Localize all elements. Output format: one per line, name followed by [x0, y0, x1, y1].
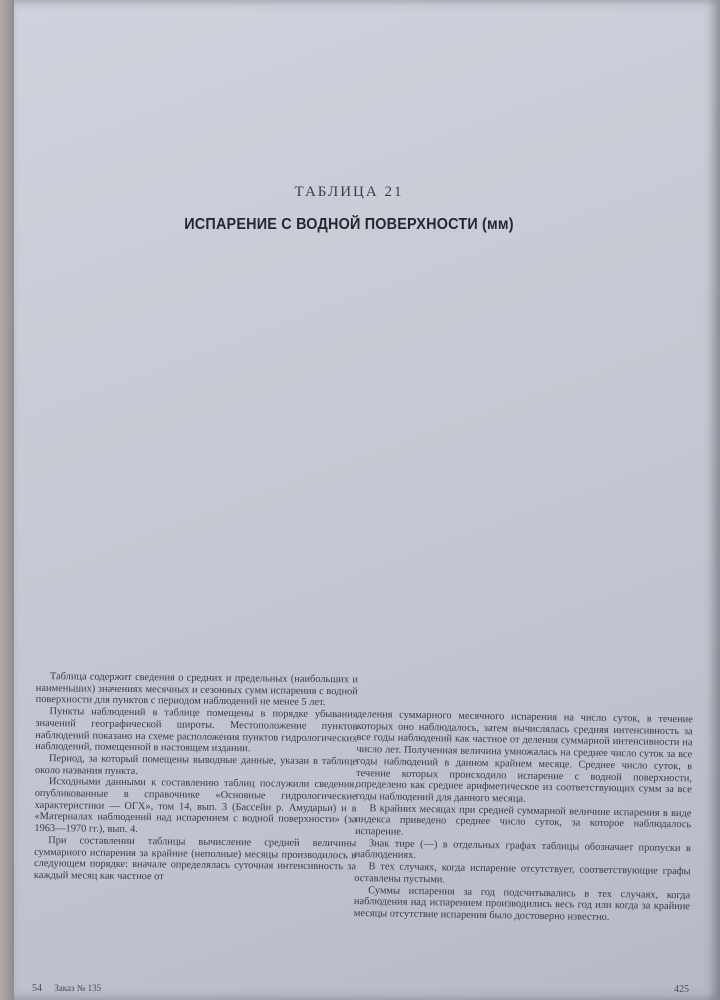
paragraph: Пункты наблюдений в таблице помещены в порядке убывания значений географической широты. Местоположение пунктов наблюдений показано на схеме расположения пунктов гидрологических наблюдений, помещенной в настоящем издании. [35, 706, 358, 755]
paragraph: Знак тире (—) в отдельных графах таблицы обозначает пропуски в наблюдениях. [354, 837, 691, 862]
paragraph: Суммы испарения за год подсчитывались в тех случаях, когда наблюдения над испарением производились весь год или когда за крайние месяцы отсутствие испарения было достоверно известно. [353, 884, 691, 923]
table-number: ТАБЛИЦА 21 [294, 184, 404, 200]
paragraph: Таблица содержит сведения о средних и предельных (наибольших и наименьших) значениях месячных и сезонных сумм испарения с водной поверхности для пунктов с периодом наблюдений не менее 5 лет. [35, 671, 358, 709]
paragraph: деления суммарного месячного испарения на число суток, в течение которых оно наблюдалось, затем вычислялась средняя интенсивность за все годы наблюдений как частное от деления суммарной интенсивности на число лет. Полученная величина умножалась на среднее число суток за все годы наблюдений в данном крайнем месяце. Среднее число суток, в течение которых происходило испарение с водной поверхности, определено как среднее арифметическое из соответствующих сумм за все годы наблюдений для данного месяца. [355, 709, 693, 805]
paragraph: Период, за который помещены выводные данные, указан в таблице около названия пункта. [34, 753, 358, 777]
text-column-left [34, 671, 358, 885]
document-page [14, 0, 720, 1000]
page-number: 425 [674, 984, 689, 995]
book-gutter [0, 0, 14, 1000]
paragraph: В крайних месяцах при средней суммарной величине испарения в виде индекса приведено среднее число суток, за которое наблюдалось испарение. [354, 802, 692, 838]
printer-signature [32, 983, 101, 994]
paragraph: В тех случаях, когда испарение отсутствует, соответствующие графы оставлены пустыми. [354, 861, 691, 886]
signature-mark: 54 [32, 983, 42, 994]
paragraph: Исходными данными к составлению таблиц послужили сведения, опубликованные в справочнике «Основные гидрологические характеристики — ОГХ», том 14, вып. 3 (Бассейн р. Амударьи) и в «Материалах наблюдений над испарением с водной поверхности» (за 1963—1970 гг.), вып. 4. [34, 776, 357, 836]
paragraph: При составлении таблицы вычисление средней величины суммарного испарения за крайние (неполные) месяцы производилось в следующем порядке: вначале определялась суточная интенсивность за каждый месяц как частное от [33, 834, 357, 883]
text-column-right [354, 709, 693, 925]
table-title: ИСПАРЕНИЕ С ВОДНОЙ ПОВЕРХНОСТИ (мм) [184, 216, 514, 233]
order-number: Заказ № 135 [54, 983, 102, 993]
